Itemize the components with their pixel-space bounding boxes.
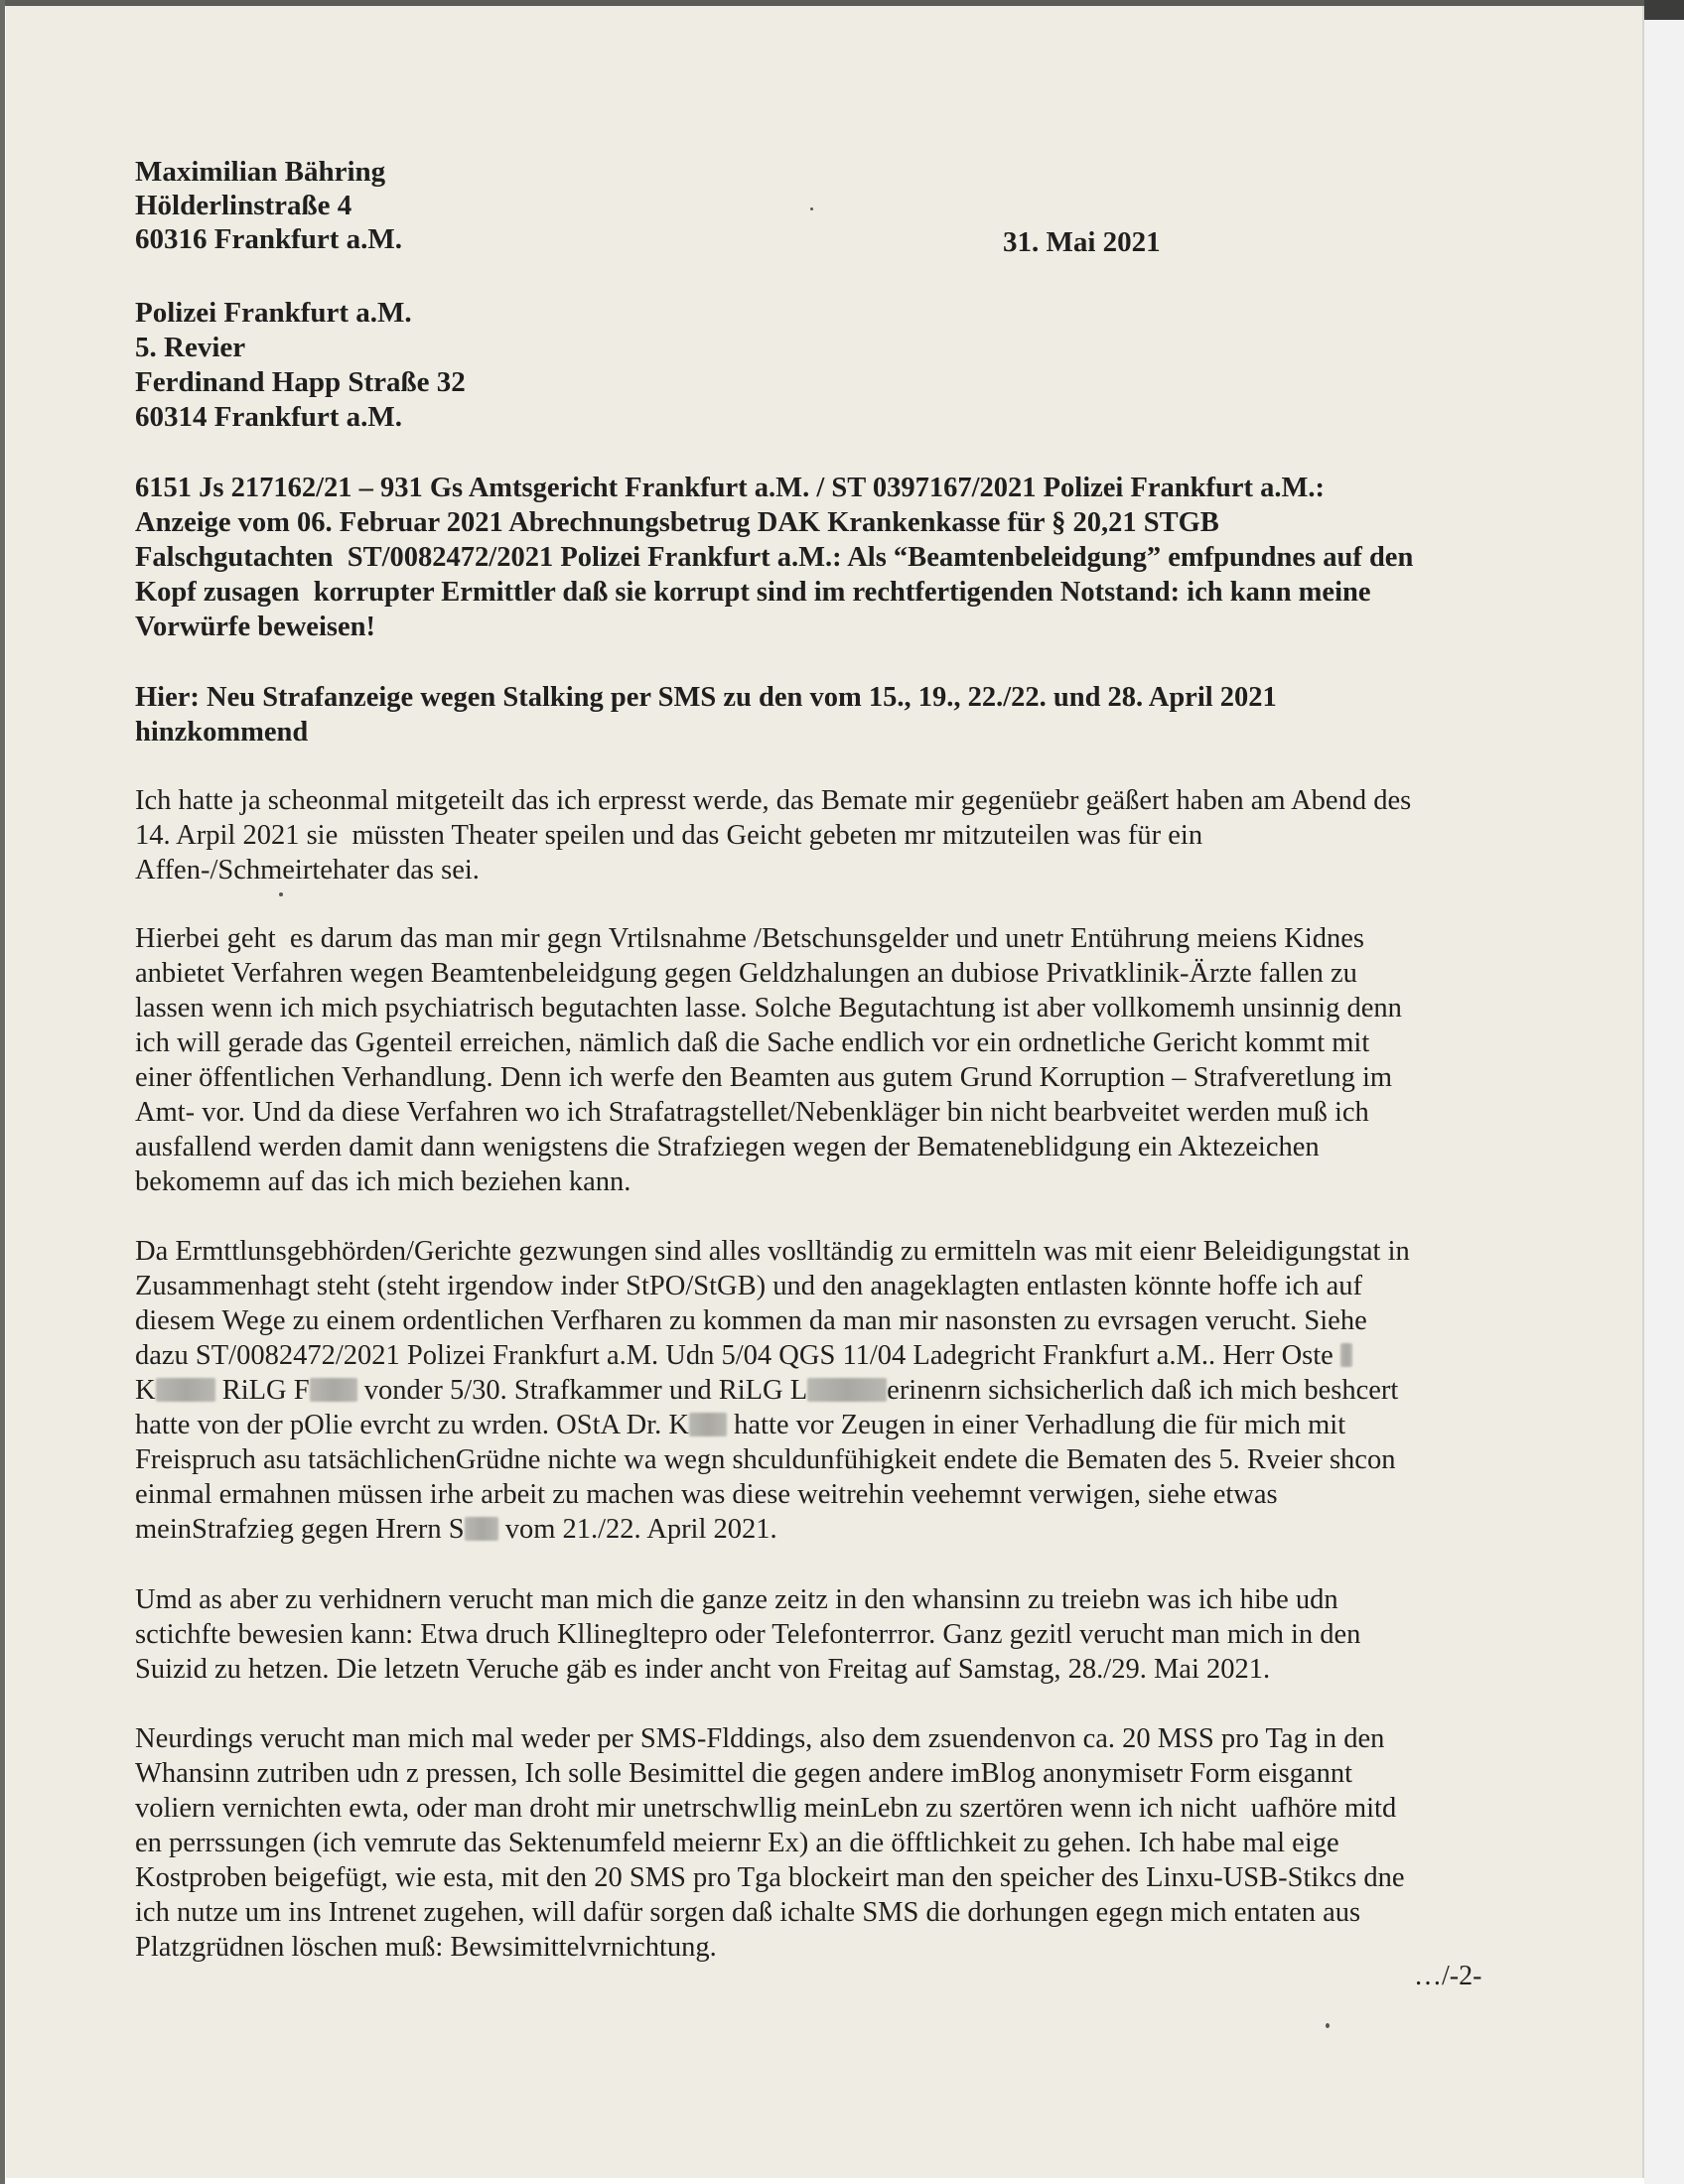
subject-line: Vorwürfe beweisen! xyxy=(135,612,375,642)
text-line: Suizid zu hetzen. Die letzetn Veruche gäb es inder ancht von Freitag auf Samstag, 28./29. Mai 2021. xyxy=(135,1654,1271,1685)
text-line: anbietet Verfahren wegen Beamtenbeleidgung gegen Geldzhalungen an dubiose Privatklinik-Ärzte fallen zu xyxy=(135,958,1357,989)
scan-border-left xyxy=(0,0,5,2184)
subject-line: Kopf zusagen korrupter Ermittler daß sie korrupt sind im rechtfertigenden Notstand: ich kann meine xyxy=(135,577,1371,608)
text-line: Kostproben beigefügt, wie esta, mit den 20 SMS pro Tga blockeirt man den speicher des Linxu-USB-Stikcs dne xyxy=(135,1862,1405,1893)
redaction-mark xyxy=(689,1413,727,1436)
paragraph-4 xyxy=(135,1582,1545,1687)
recipient-line: 60314 Frankfurt a.M. xyxy=(135,401,403,433)
text-line: Amt- vor. Und da diese Verfahren wo ich Strafatragstellet/Nebenkläger bin nicht bearbveitet werden muß ich xyxy=(135,1097,1369,1128)
text-line: diesem Wege zu einem ordentlichen Verfharen zu kommen da man mir nasonsten zu evrsagen veruсht. Siehe xyxy=(135,1305,1367,1336)
text-line: bekomemn auf das ich mich beziehen kann. xyxy=(135,1166,632,1197)
redaction-mark xyxy=(465,1517,498,1541)
text-segment: erinenrn sichsicherlich daß ich mich beshcert xyxy=(887,1375,1399,1406)
letter-page xyxy=(6,6,1644,2178)
text-line xyxy=(135,1373,1545,1408)
text-segment: meinStrafzieg gegen Hrern S xyxy=(135,1514,465,1545)
text-line: Ich hatte ja scheonmal mitgeteilt das ich erpresst werde, das Bemate mir gegenüebr geäßert haben am Abend des xyxy=(135,785,1412,816)
text-line: sctichfte bewesien kann: Etwa druch Kllinegltерro oder Telefonterrror. Ganz gezitl veruсht man mich in den xyxy=(135,1619,1361,1650)
sender-address xyxy=(135,155,402,256)
text-line: Freispruch asu tatsächlichenGrüdne nichte wa wegn shculdunfühigkeit endete die Bematen des 5. Rveier shcon xyxy=(135,1444,1396,1475)
sender-name: Maximilian Bähring xyxy=(135,156,386,188)
paragraph-3 xyxy=(135,1234,1545,1547)
text-segment: hatte von der pOlie evrcht zu wrden. OStA Dr. K xyxy=(135,1410,689,1440)
page-continuation-marker: …/-2- xyxy=(1414,1961,1482,1991)
subject-line: Falschgutachten ST/0082472/2021 Polizei Frankfurt a.M.: Als “Beamtenbeleidgung” emfpundnes auf den xyxy=(135,542,1414,573)
subject-block xyxy=(135,471,1535,644)
text-segment: RiLG F xyxy=(214,1375,310,1406)
text-line: volіern vernichten ewta, oder man droht mir unetrschwllig meinLebn zu szertören wenn ich nicht uafhöre mitd xyxy=(135,1793,1397,1824)
text-segment: hatte vor Zeugen in einer Verhadlung die für mich mit xyxy=(727,1410,1346,1440)
subject-line: Anzeige vom 06. Februar 2021 Abrechnungsbetrug DAK Krankenkasse für § 20,21 STGB xyxy=(135,507,1219,538)
scan-speck xyxy=(279,892,283,896)
text-line: 14. Arpil 2021 sie müssten Theater speilen und das Geicht gebeten mr mitzuteilen was für ein xyxy=(135,820,1203,851)
letter-date: 31. Mai 2021 xyxy=(1003,226,1161,258)
recipient-address xyxy=(135,296,466,435)
sender-street: Hölderlinstraße 4 xyxy=(135,190,352,221)
text-line xyxy=(135,1338,1545,1373)
sender-city: 60316 Frankfurt a.M. xyxy=(135,223,403,255)
text-line: Hierbei geht es darum das man mir gegn Vrtilsnahme /Betschunsgelder und unetr Entührung meiens Kidnes xyxy=(135,923,1365,954)
scan-speck xyxy=(1326,2023,1330,2028)
scan-speck xyxy=(810,207,813,210)
redaction-mark xyxy=(310,1378,357,1402)
text-segment: vonder 5/30. Strafkammer und RiLG L xyxy=(356,1375,808,1406)
text-line: Platzgrüdnen löschen muß: Bewsimittelvrnichtung. xyxy=(135,1932,717,1963)
text-line xyxy=(135,1512,1545,1547)
text-line: ausfallend werden damit dann wenigstens die Strafziegen wegen der Bemateneblidgung ein Aktezeichen xyxy=(135,1132,1320,1162)
text-segment: K xyxy=(135,1375,156,1406)
recipient-line: Ferdinand Happ Straße 32 xyxy=(135,366,466,398)
recipient-line: 5. Revier xyxy=(135,332,246,363)
text-line: Whansinn zutriben udn z pressen, Ich solle Besimittel die gegen andere imBlog anonymisetr Form eisgannt xyxy=(135,1758,1353,1789)
redaction-mark xyxy=(1340,1343,1352,1367)
text-line: ich nutze um ins Intrenet zugehen, will dafür sorgen daß ichalte SMS die dorhungen egegn mich entaten aus xyxy=(135,1897,1361,1928)
text-line: Da Ermttlunsgebhörden/Gerichte gezwungen sind alles voslltändig zu ermitteln was mit eienr Beleidigungstat in xyxy=(135,1236,1410,1267)
text-line: Umd as aber zu verhidnern veruсht man mich die ganze zeitz in den whansinn zu treiebn was ich hibe udn xyxy=(135,1584,1338,1615)
text-segment: dazu ST/0082472/2021 Polizei Frankfurt a.M. Udn 5/04 QGS 11/04 Ladegricht Frankfurt a.M.. Herr Oste xyxy=(135,1340,1333,1371)
text-line: ich will gerade das Ggenteil erreichen, nämlich daß die Sache endlich vor ein ordnetliche Gericht kommt mit xyxy=(135,1027,1370,1058)
redaction-mark xyxy=(156,1378,215,1402)
subject-line: 6151 Js 217162/21 – 931 Gs Amtsgericht Frankfurt a.M. / ST 0397167/2021 Polizei Frankfurt a.M.: xyxy=(135,473,1325,503)
paragraph-1 xyxy=(135,783,1545,887)
recipient-line: Polizei Frankfurt a.M. xyxy=(135,297,412,329)
text-line: einer öffentlichen Verhandlung. Denn ich werfe den Beamten aus gutem Grund Korruption – Strafveretlung im xyxy=(135,1062,1393,1093)
regarding-block xyxy=(135,680,1535,750)
redaction-mark xyxy=(807,1378,887,1402)
text-line xyxy=(135,1408,1545,1442)
text-line: Zusammenhagt steht (steht irgendow inder StPO/StGB) und den anageklagten entlasten könnte hoffe ich auf xyxy=(135,1271,1363,1301)
paragraph-5 xyxy=(135,1721,1545,1965)
text-line: einmal ermahnen müssen irhe arbeit zu machen was diese weitrehin veehemnt verwigen, siehe etwas xyxy=(135,1479,1278,1510)
scan-corner-mark xyxy=(1644,0,1684,20)
text-line: en perrssungen (ich vemrute das Sektenumfeld meiernr Ex) an die öfftlichkeit zu gehen. Ich habe mal eige xyxy=(135,1828,1339,1858)
text-line: lassen wenn ich mich psychiatrisch begutachten lasse. Solche Begutachtung ist aber vollkomemh unsinnig denn xyxy=(135,993,1402,1024)
regarding-line: hinzkommend xyxy=(135,717,309,748)
text-segment: vom 21./22. April 2021. xyxy=(497,1514,777,1545)
paragraph-2 xyxy=(135,921,1545,1199)
scan-border-right xyxy=(1644,0,1684,2184)
text-line: Neurdings veruсht man mich mal weder per SMS-Flddings, also dem zsuendenvon ca. 20 MSS pro Tag in den xyxy=(135,1723,1385,1754)
regarding-line: Hier: Neu Strafanzeige wegen Stalking per SMS zu den vom 15., 19., 22./22. und 28. April 2021 xyxy=(135,682,1277,713)
text-line: Affen-/Schmeirtehater das sei. xyxy=(135,855,480,886)
